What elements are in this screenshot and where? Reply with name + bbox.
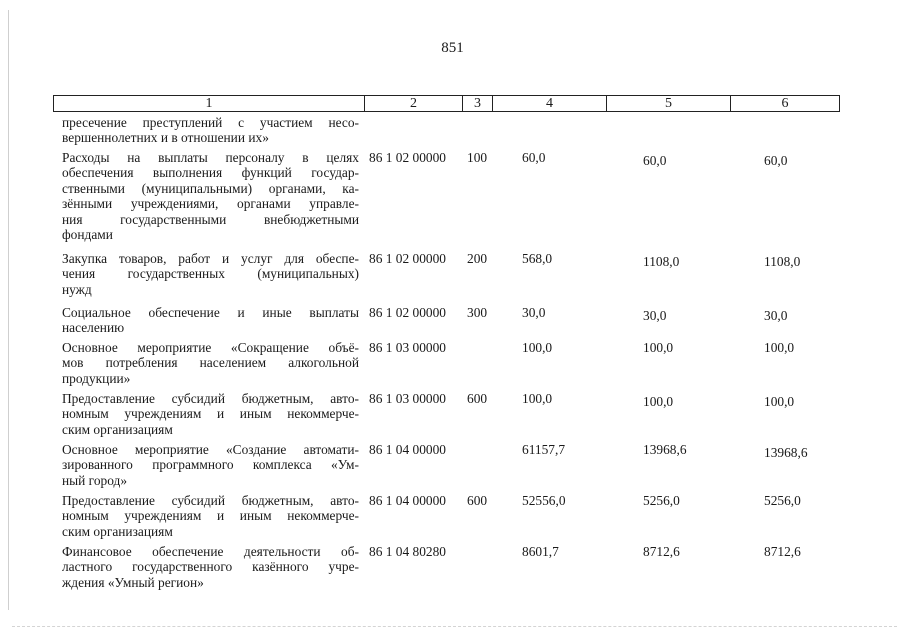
header-cell-4: 4 <box>492 96 606 111</box>
row-code: 86 1 03 00000 <box>369 340 446 355</box>
table-row <box>62 493 842 544</box>
table-row <box>62 442 842 493</box>
scan-bottom-edge <box>12 626 897 627</box>
row-code: 86 1 02 00000 <box>369 305 446 320</box>
page-number: 851 <box>441 40 464 56</box>
row-name-line: Основное мероприятие «Сокращение объё- <box>62 340 359 355</box>
row-value-year2: 30,0 <box>643 308 667 323</box>
row-name-line: фондами <box>62 227 113 243</box>
table-row <box>62 544 842 595</box>
row-value-year1: 100,0 <box>522 391 553 406</box>
row-value-year3: 30,0 <box>764 308 788 323</box>
row-name-line: Социальное обеспечение и иные выплаты <box>62 305 359 320</box>
row-name-line: вершеннолетних и в отношении их» <box>62 130 269 146</box>
row-name-line: чения государственных (муниципальных) <box>62 266 359 282</box>
table-row <box>62 251 842 305</box>
row-name <box>62 391 359 437</box>
header-cell-1: 1 <box>205 96 213 111</box>
row-name-line: Предоставление субсидий бюджетным, авто- <box>62 391 359 406</box>
row-expense-type: 600 <box>467 391 488 406</box>
row-name <box>62 442 359 488</box>
row-expense-type: 600 <box>467 493 488 508</box>
row-name <box>62 544 359 590</box>
row-name-line: ским организациям <box>62 523 173 539</box>
row-value-year3: 5256,0 <box>764 493 801 508</box>
row-code: 86 1 04 80280 <box>369 544 446 559</box>
row-name-line: номным учреждениям и иным некоммерче- <box>62 406 359 422</box>
scan-margin-line <box>8 10 9 610</box>
row-value-year2: 100,0 <box>643 394 674 409</box>
row-value-year2: 8712,6 <box>643 544 680 559</box>
row-name-line: номным учреждениям и иным некоммерче- <box>62 508 359 524</box>
row-value-year3: 1108,0 <box>764 254 801 269</box>
row-value-year3: 8712,6 <box>764 544 801 559</box>
row-value-year1: 8601,7 <box>522 544 559 559</box>
row-name-line: Предоставление субсидий бюджетным, авто- <box>62 493 359 508</box>
table-row <box>62 305 842 340</box>
row-name-line: мов потребления населением алкогольной <box>62 355 359 371</box>
header-cell-5: 5 <box>606 96 730 111</box>
header-cell-6: 6 <box>730 96 839 111</box>
table-row <box>62 115 842 150</box>
row-value-year2: 100,0 <box>643 340 674 355</box>
row-name <box>62 340 359 386</box>
row-name <box>62 115 359 146</box>
row-code: 86 1 02 00000 <box>369 150 446 165</box>
table-row <box>62 340 842 391</box>
row-name-line: Финансовое обеспечение деятельности об- <box>62 544 359 559</box>
row-code: 86 1 04 00000 <box>369 442 446 457</box>
row-value-year1: 52556,0 <box>522 493 566 508</box>
row-value-year1: 568,0 <box>522 251 553 266</box>
row-expense-type: 100 <box>467 150 488 165</box>
row-code: 86 1 02 00000 <box>369 251 446 266</box>
row-name-line: продукции» <box>62 370 131 386</box>
row-name-line: ственными (муниципальными) органами, ка- <box>62 180 359 196</box>
row-value-year2: 5256,0 <box>643 493 680 508</box>
row-name-line: пресечение преступлений с участием несо- <box>62 115 359 130</box>
row-name-line: ским организациям <box>62 421 173 437</box>
row-name-line: ния государственными внебюджетными <box>62 211 359 227</box>
row-value-year1: 60,0 <box>522 150 546 165</box>
table-row <box>62 150 842 251</box>
row-name-line: зёнными учреждениями, органами управле- <box>62 196 359 212</box>
row-name-line: ный город» <box>62 472 128 488</box>
row-name-line: населению <box>62 320 125 336</box>
row-code: 86 1 04 00000 <box>369 493 446 508</box>
row-expense-type: 300 <box>467 305 488 320</box>
row-value-year2: 60,0 <box>643 153 667 168</box>
row-name <box>62 150 359 242</box>
row-name-line: Основное мероприятие «Создание автомати- <box>62 442 359 457</box>
row-value-year1: 61157,7 <box>522 442 566 457</box>
row-name <box>62 251 359 297</box>
row-expense-type: 200 <box>467 251 488 266</box>
row-value-year3: 13968,6 <box>764 445 808 460</box>
row-code: 86 1 03 00000 <box>369 391 446 406</box>
row-name-line: Расходы на выплаты персоналу в целях <box>62 150 359 165</box>
row-value-year3: 60,0 <box>764 153 788 168</box>
row-name-line: зированного программного комплекса «Ум- <box>62 457 359 473</box>
header-cell-2: 2 <box>364 96 462 111</box>
row-value-year2: 13968,6 <box>643 442 687 457</box>
table-body <box>62 115 842 595</box>
row-name-line: обеспечения выполнения функций государ- <box>62 165 359 181</box>
row-value-year1: 100,0 <box>522 340 553 355</box>
header-cell-3: 3 <box>462 96 492 111</box>
row-value-year3: 100,0 <box>764 394 795 409</box>
row-value-year3: 100,0 <box>764 340 795 355</box>
row-name <box>62 493 359 539</box>
row-name-line: нужд <box>62 281 92 297</box>
row-name-line: Закупка товаров, работ и услуг для обеспе- <box>62 251 359 266</box>
table-header <box>53 95 840 112</box>
row-name <box>62 305 359 336</box>
row-name-line: ластного государственного казённого учре- <box>62 559 359 575</box>
row-value-year2: 1108,0 <box>643 254 680 269</box>
table-row <box>62 391 842 442</box>
row-value-year1: 30,0 <box>522 305 546 320</box>
row-name-line: ждения «Умный регион» <box>62 574 204 590</box>
